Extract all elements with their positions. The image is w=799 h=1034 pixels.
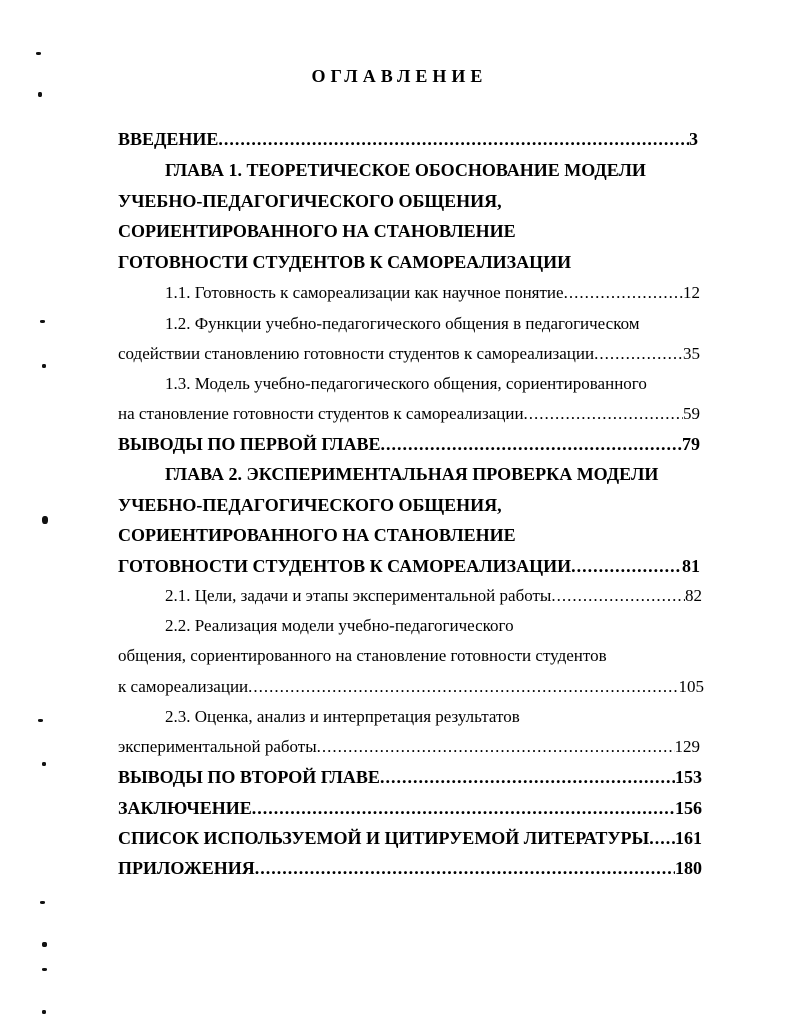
entry-label: ВВЕДЕНИЕ	[118, 129, 219, 149]
leader-dots	[594, 343, 683, 365]
entry-label: экспериментальной работы	[118, 737, 317, 756]
toc-entry-2-3-line1[interactable]: 2.3. Оценка, анализ и интерпретация результатов	[165, 707, 520, 726]
page-number: 12	[683, 283, 700, 302]
leader-dots	[317, 736, 675, 758]
scan-speck	[42, 1010, 46, 1014]
page-number: 3	[689, 129, 698, 149]
toc-entry-2-2-line3[interactable]	[118, 676, 704, 698]
leader-dots	[524, 403, 683, 425]
scan-speck	[42, 364, 46, 368]
scan-speck	[42, 942, 47, 947]
scan-speck	[42, 516, 48, 524]
chapter2-heading-line3[interactable]: СОРИЕНТИРОВАННОГО НА СТАНОВЛЕНИЕ	[118, 525, 516, 545]
toc-entry-1-3-line2[interactable]	[118, 403, 700, 425]
toc-entry-1-3-line1[interactable]: 1.3. Модель учебно-педагогического общения, сориентированного	[165, 374, 647, 393]
leader-dots	[571, 555, 682, 577]
toc-entry-chapter1-conclusions[interactable]	[118, 433, 700, 455]
toc-entry-2-2-line1[interactable]: 2.2. Реализация модели учебно-педагогического	[165, 616, 514, 635]
leader-dots	[564, 282, 683, 304]
leader-dots	[551, 585, 685, 607]
toc-entry-2-2-line2[interactable]: общения, сориентированного на становление готовности студентов	[118, 646, 607, 665]
entry-label: ВЫВОДЫ ПО ВТОРОЙ ГЛАВЕ	[118, 767, 380, 787]
leader-dots	[248, 676, 678, 698]
leader-dots	[252, 797, 675, 819]
page-number: 180	[675, 858, 702, 878]
entry-label: ПРИЛОЖЕНИЯ	[118, 858, 255, 878]
scan-speck	[42, 762, 46, 766]
chapter1-heading-line3[interactable]: СОРИЕНТИРОВАННОГО НА СТАНОВЛЕНИЕ	[118, 221, 516, 241]
entry-label: 2.1. Цели, задачи и этапы экспериментальной работы	[165, 586, 552, 605]
leader-dots	[380, 766, 675, 788]
toc-entry-1-2-line2[interactable]	[118, 343, 700, 365]
page-number: 59	[683, 404, 700, 423]
scan-speck	[36, 52, 41, 55]
entry-label: к самореализации	[118, 677, 249, 696]
chapter1-heading-line2[interactable]: УЧЕБНО-ПЕДАГОГИЧЕСКОГО ОБЩЕНИЯ,	[118, 191, 502, 211]
toc-title: ОГЛАВЛЕНИЕ	[311, 66, 488, 86]
chapter1-heading-line1[interactable]: ГЛАВА 1. ТЕОРЕТИЧЕСКОЕ ОБОСНОВАНИЕ МОДЕЛИ	[165, 160, 646, 180]
chapter1-heading-line4[interactable]: ГОТОВНОСТИ СТУДЕНТОВ К САМОРЕАЛИЗАЦИИ	[118, 252, 572, 272]
entry-label: 1.1. Готовность к самореализации как научное понятие	[165, 283, 564, 302]
toc-entry-appendix[interactable]	[118, 857, 702, 879]
page-number: 161	[675, 828, 702, 848]
leader-dots	[381, 433, 682, 455]
chapter2-heading-line2[interactable]: УЧЕБНО-ПЕДАГОГИЧЕСКОГО ОБЩЕНИЯ,	[118, 495, 502, 515]
chapter2-heading-line1[interactable]: ГЛАВА 2. ЭКСПЕРИМЕНТАЛЬНАЯ ПРОВЕРКА МОДЕЛИ	[165, 464, 659, 484]
toc-entry-introduction[interactable]	[118, 128, 698, 150]
scan-speck	[40, 320, 45, 323]
page-number: 79	[682, 434, 700, 454]
entry-label: на становление готовности студентов к самореализации	[118, 404, 524, 423]
toc-entry-chapter2-conclusions[interactable]	[118, 766, 702, 788]
toc-entry-2-1[interactable]	[165, 585, 702, 607]
page-number: 129	[674, 737, 700, 756]
toc-entry-literature[interactable]	[118, 827, 702, 849]
page-number: 82	[685, 586, 702, 605]
page-number: 81	[682, 556, 700, 576]
page-number: 105	[678, 677, 704, 696]
scan-speck	[38, 92, 42, 97]
toc-entry-conclusion[interactable]	[118, 797, 702, 819]
scan-speck	[40, 901, 45, 904]
leader-dots	[255, 857, 675, 879]
leader-dots	[218, 128, 689, 150]
entry-label: ВЫВОДЫ ПО ПЕРВОЙ ГЛАВЕ	[118, 434, 381, 454]
scan-speck	[42, 968, 47, 971]
scan-speck	[38, 719, 43, 722]
leader-dots	[649, 827, 675, 849]
entry-label: СПИСОК ИСПОЛЬЗУЕМОЙ И ЦИТИРУЕМОЙ ЛИТЕРАТУРЫ	[118, 828, 650, 848]
toc-entry-1-2-line1[interactable]: 1.2. Функции учебно-педагогического общения в педагогическом	[165, 314, 640, 333]
page-number: 156	[675, 798, 702, 818]
chapter2-heading-line4[interactable]	[118, 555, 700, 577]
page-number: 35	[683, 344, 700, 363]
page-number: 153	[675, 767, 702, 787]
toc-entry-2-3-line2[interactable]	[118, 736, 700, 758]
entry-label: ЗАКЛЮЧЕНИЕ	[118, 798, 252, 818]
entry-label: ГОТОВНОСТИ СТУДЕНТОВ К САМОРЕАЛИЗАЦИИ	[118, 556, 572, 576]
entry-label: содействии становлению готовности студентов к самореализации	[118, 344, 595, 363]
toc-entry-1-1[interactable]	[165, 282, 700, 304]
